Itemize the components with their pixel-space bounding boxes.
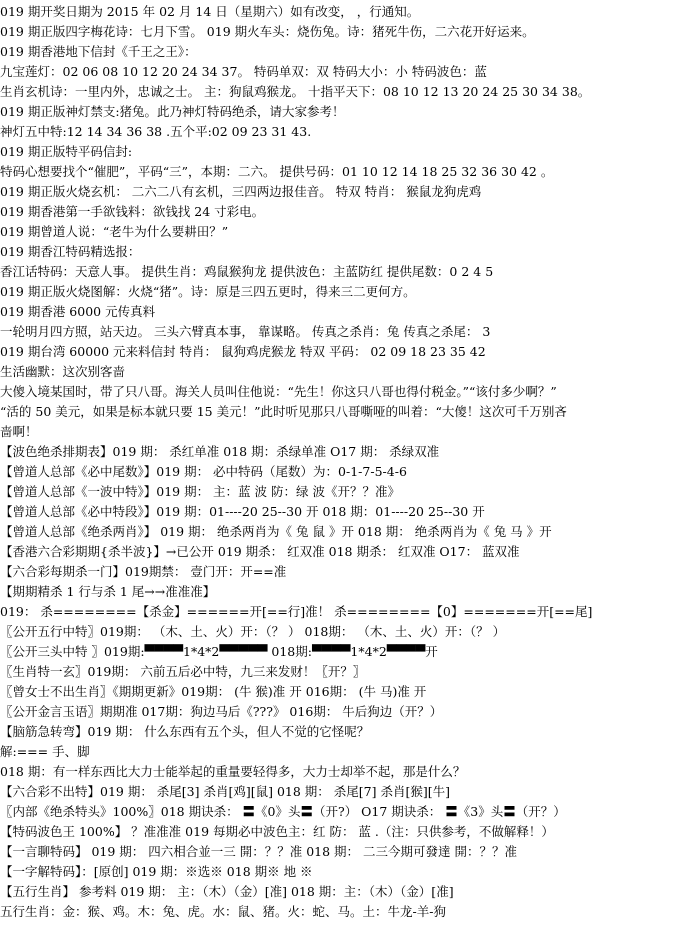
text-line: 〖曾女士不出生肖〗《期期更新》019期： (牛 猴)准 开 016期： (牛 马)准 开 bbox=[0, 684, 427, 699]
text-line: 019 期曾道人说：“老牛为什么要耕田？” bbox=[0, 224, 229, 239]
text-line: 【波色绝杀排期表】019 期： 杀红单准 018 期：杀绿单准 O17 期： 杀绿双准 bbox=[0, 444, 440, 459]
text-line: 019 期正版四字梅花诗：七月下雪。 019 期火车头：烧伤兔。诗：猪死牛伤，二六花开好运来。 bbox=[0, 24, 535, 39]
text-line: 【曾道人总部《必中尾数》】019 期： 必中特码（尾数）为：0-1-7-5-4-6 bbox=[0, 464, 407, 479]
text-line: 〖内部《绝杀特头》100%〗018 期诀杀： 〓《0》头〓（开?） O17 期诀杀： 〓《3》头〓（开？） bbox=[0, 804, 566, 819]
text-line: 五行生肖：金：猴、鸡。木：兔、虎。水：鼠、猪。火：蛇、马。土：牛龙-羊-狗 bbox=[0, 904, 446, 919]
text-line: 019 期开奖日期为 2015 年 02 月 14 日（星期六）如有改变， ，行通知。 bbox=[0, 4, 420, 19]
text-line: 019： 杀========【杀金】======开[==行]准！ 杀========【0】=======开[==尾] bbox=[0, 604, 593, 619]
text-line: 神灯五中特:12 14 34 36 38 .五个平:02 09 23 31 43. bbox=[0, 124, 312, 139]
text-line: 019 期香港地下信封《千王之王》： bbox=[0, 44, 197, 59]
text-line: 生活幽默：这次别客啬 bbox=[0, 364, 126, 379]
text-line: 一轮明月四方照，站天边。 三头六臂真本事， 靠谋略。 传真之杀肖：兔 传真之杀尾： 3 bbox=[0, 324, 491, 339]
text-line: 解:=== 手、脚 bbox=[0, 744, 90, 759]
text-line: 019 期正版火烧玄机： 二六二八有玄机，三四两边报佳音。 特双 特肖： 猴鼠龙狗虎鸡 bbox=[0, 184, 482, 199]
text-line: 特码心想要找个“催肥”，平码“三”，本期：二六。 提供号码：01 10 12 14 18 25 32 36 30 42 。 bbox=[0, 164, 554, 179]
text-line: 【六合彩不出特】019 期： 杀尾[3] 杀肖[鸡][鼠] 018 期： 杀尾[7] 杀肖[猴][牛] bbox=[0, 784, 450, 799]
text-line: 九宝莲灯：02 06 08 10 12 20 24 34 37。 特码单双：双 特码大小：小 特码波色：蓝 bbox=[0, 64, 487, 79]
text-line: 香江话特码：天意人事。 提供生肖：鸡鼠猴狗龙 提供波色：主蓝防红 提供尾数：0 2 4 5 bbox=[0, 264, 494, 279]
text-line: 生肖玄机诗：一里内外，忠诚之士。 主：狗鼠鸡猴龙。 十指平天下：08 10 12 13 20 24 25 30 34 38。 bbox=[0, 84, 591, 99]
text-line: 019 期香江特码精选报： bbox=[0, 244, 141, 259]
text-line: 019 期台湾 60000 元来料信封 特肖： 鼠狗鸡虎猴龙 特双 平码： 02 09 18 23 35 42 bbox=[0, 344, 486, 359]
text-line: 【期期精杀 1 行与杀 1 尾→→准准准】 bbox=[0, 584, 216, 599]
text-line: 【一字解特码】：[原创] 019 期：※选※ 018 期※ 地 ※ bbox=[0, 864, 313, 879]
text-line: 019 期香港第一手欲钱料：欲钱找 24 寸彩电。 bbox=[0, 204, 265, 219]
text-line: 019 期香港 6000 元传真料 bbox=[0, 304, 156, 319]
text-line: 【香港六合彩期期{杀半波}】→已公开 019 期杀： 红双准 018 期杀： 红双准 O17： 蓝双准 bbox=[0, 544, 520, 559]
text-line: 【曾道人总部《绝杀两肖》】 019 期： 绝杀两肖为《 兔 鼠 》开 018 期： 绝杀两肖为《 兔 马 》开 bbox=[0, 524, 552, 539]
text-line: 〖公开五行中特〗019期： （木、土、火）开：（？ ） 018期： （木、土、火）开：（？ ） bbox=[0, 624, 506, 639]
text-line: 【六合彩每期杀一门】019期禁： 壹门开：开==准 bbox=[0, 564, 287, 579]
text-line: “活的 50 美元，如果是标本就只要 15 美元！”此时听见那只八哥嘶哑的叫着：“大傻！这次可千万别吝 bbox=[0, 404, 567, 419]
text-line: 019 期正版特平码信封: bbox=[0, 144, 133, 159]
text-line: 【曾道人总部《一波中特》】019 期： 主：蓝 波 防：绿 波《开？？准》 bbox=[0, 484, 400, 499]
text-line: 【五行生肖】 参考料 019 期： 主：（木）（金）[准] 018 期：主：（木）（金）[准] bbox=[0, 884, 454, 899]
text-line: 【一言聊特码】 019 期： 四六相合並一三 開：？？准 018 期： 二三今期可發達 開：？？准 bbox=[0, 844, 518, 859]
text-line: 【特码波色王 100%】 ？准准准 019 每期必中波色主：红 防： 蓝 .（注：只供参考，不做解释！） bbox=[0, 824, 554, 839]
text-line: 【脑筋急转弯】019 期： 什么东西有五个头，但人不觉的它怪呢？ bbox=[0, 724, 370, 739]
text-line: 大傻入境某国时，带了只八哥。海关人员叫住他说：“先生！你这只八哥也得付税金。”“该付多少啊？” bbox=[0, 384, 557, 399]
text-line: 018 期：有一样东西比大力士能举起的重量要轻得多，大力士却举不起，那是什么？ bbox=[0, 764, 466, 779]
text-line: 〖公开三头中特 〗019期:▀▀▀▀1*4*2▀▀▀▀▀ 018期:▀▀▀▀1*4*2▀▀▀▀开 bbox=[0, 644, 438, 659]
text-line: 啬啊！ bbox=[0, 424, 38, 439]
text-line: 【曾道人总部《必中特段》】019 期：01----20 25--30 开 018 期：01----20 25--30 开 bbox=[0, 504, 485, 519]
text-line: 〖公开金言玉语〗期期准 017期：狗边马后《???》 016期： 牛后狗边（开？） bbox=[0, 704, 443, 719]
text-line: 019 期正版火烧图解：火烧“猪”。诗：原是三四五更时，得来三二更何方。 bbox=[0, 284, 416, 299]
text-line: 〖生肖特一玄〗019期： 六前五后必中特，九三来发财！〖开？〗 bbox=[0, 664, 366, 679]
text-line: 019 期正版神灯禁支:猪兔。此乃神灯特码绝杀，请大家参考！ bbox=[0, 104, 345, 119]
